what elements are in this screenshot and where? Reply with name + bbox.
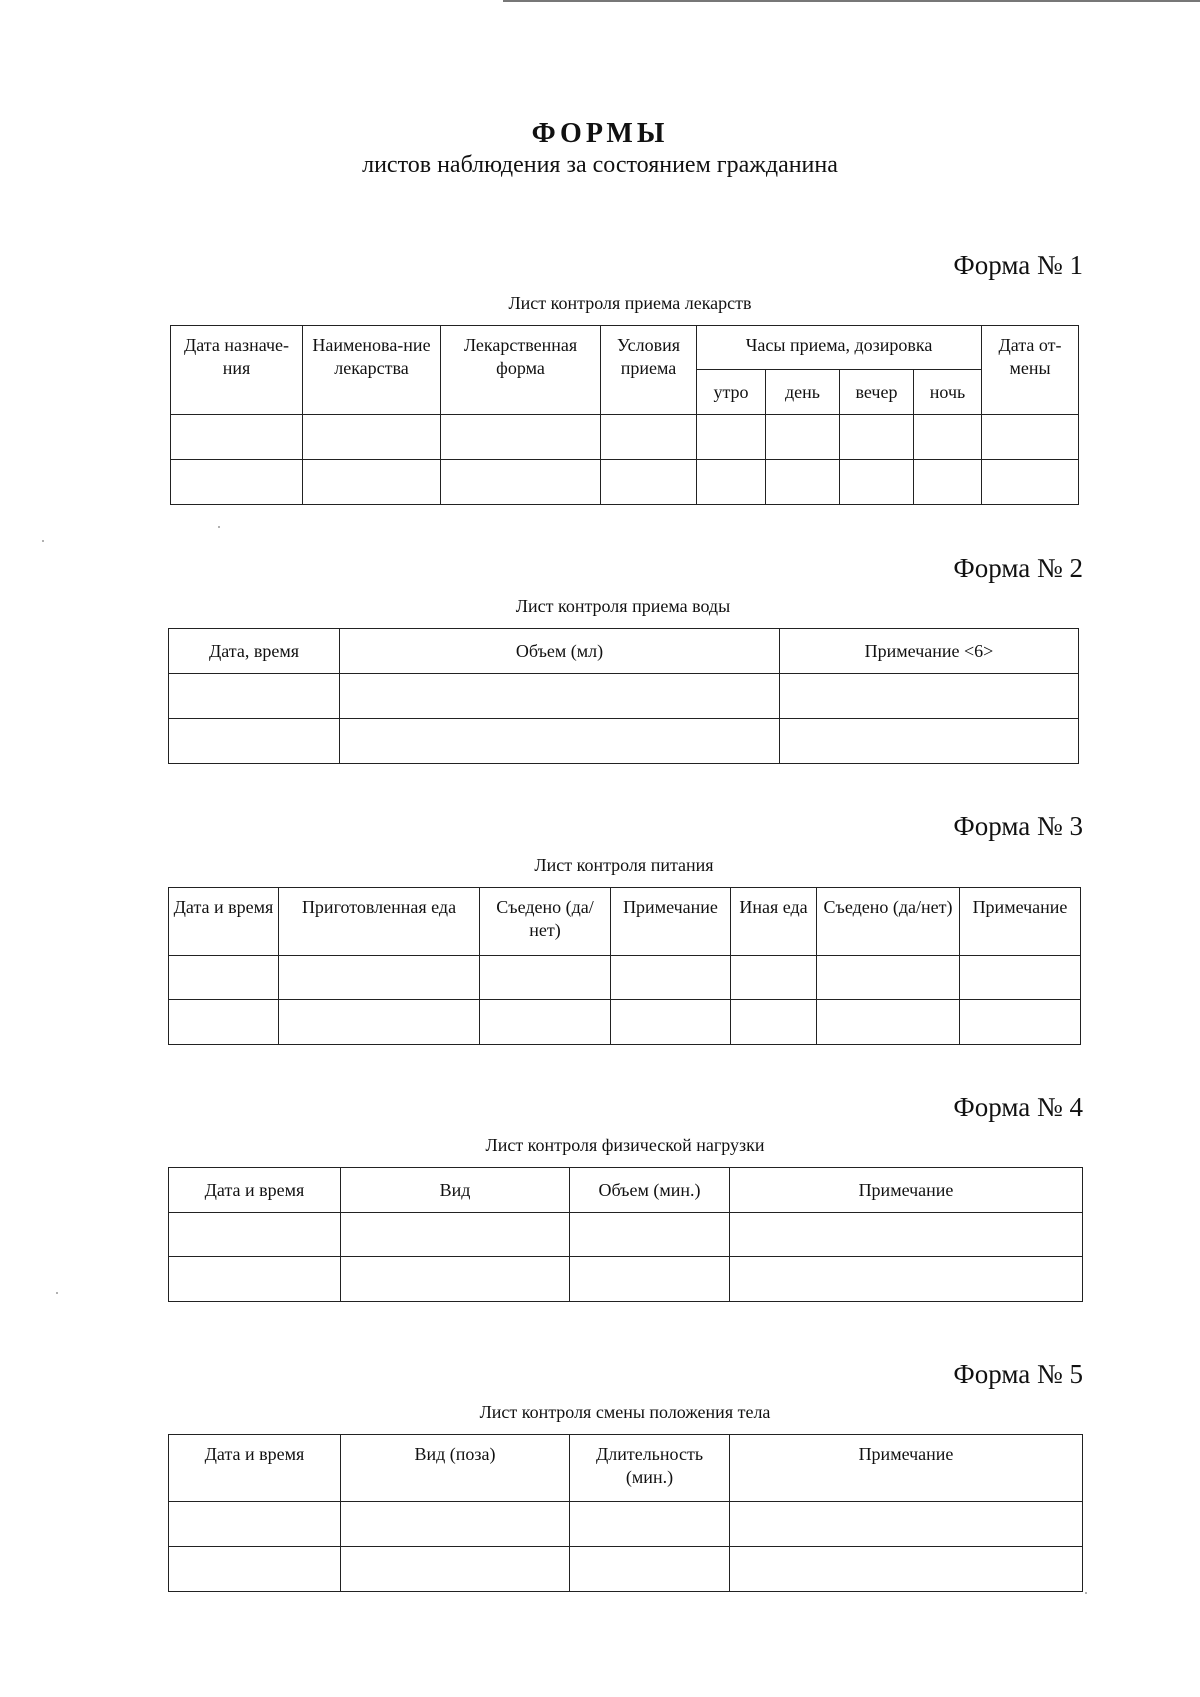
empty-cell[interactable] xyxy=(730,1257,1083,1302)
header-cell: Дата и время xyxy=(169,888,279,956)
header-cell: Примечание xyxy=(730,1168,1083,1213)
page-title: ФОРМЫ xyxy=(531,118,669,149)
empty-cell[interactable] xyxy=(780,719,1079,764)
empty-cell[interactable] xyxy=(279,956,480,1000)
empty-cell[interactable] xyxy=(766,415,840,460)
empty-cell[interactable] xyxy=(570,1257,730,1302)
form-4-caption: Лист контроля физической нагрузки xyxy=(485,1135,765,1155)
empty-cell[interactable] xyxy=(766,460,840,505)
subheader-cell: вечер xyxy=(840,370,914,415)
empty-cell[interactable] xyxy=(730,1502,1083,1547)
scan-speck xyxy=(56,1292,58,1294)
header-cell: Дата от-мены xyxy=(982,326,1079,415)
subheader-cell: утро xyxy=(697,370,766,415)
table-row xyxy=(169,956,1081,1000)
empty-cell[interactable] xyxy=(960,1000,1081,1045)
header-cell: Объем (мл) xyxy=(340,629,780,674)
table-row xyxy=(169,719,1079,764)
header-cell: Часы приема, дозировка xyxy=(697,326,982,370)
scan-speck xyxy=(218,526,220,528)
empty-cell[interactable] xyxy=(171,460,303,505)
empty-cell[interactable] xyxy=(601,415,697,460)
form-1-table xyxy=(170,325,1079,505)
empty-cell[interactable] xyxy=(341,1547,570,1592)
empty-cell[interactable] xyxy=(731,956,817,1000)
empty-cell[interactable] xyxy=(303,415,441,460)
empty-cell[interactable] xyxy=(731,1000,817,1045)
form-3-label: Форма № 3 xyxy=(953,811,1083,841)
header-cell: Иная еда xyxy=(731,888,817,956)
table-header-row xyxy=(169,1168,1083,1213)
header-cell: Вид xyxy=(341,1168,570,1213)
form-1-label: Форма № 1 xyxy=(953,250,1083,280)
form-2-caption: Лист контроля приема воды xyxy=(515,596,731,616)
empty-cell[interactable] xyxy=(960,956,1081,1000)
empty-cell[interactable] xyxy=(611,1000,731,1045)
form-5-caption: Лист контроля смены положения тела xyxy=(479,1402,771,1422)
empty-cell[interactable] xyxy=(982,415,1079,460)
empty-cell[interactable] xyxy=(169,1257,341,1302)
table-row xyxy=(171,460,1079,505)
form-5-table xyxy=(168,1434,1083,1592)
form-2-table xyxy=(168,628,1079,764)
table-row xyxy=(169,674,1079,719)
header-cell: Примечание xyxy=(960,888,1081,956)
empty-cell[interactable] xyxy=(169,1502,341,1547)
header-cell: Примечание xyxy=(611,888,731,956)
form-2-label: Форма № 2 xyxy=(953,553,1083,583)
page-subtitle: листов наблюдения за состоянием гражданина xyxy=(362,152,838,178)
empty-cell[interactable] xyxy=(340,719,780,764)
empty-cell[interactable] xyxy=(341,1502,570,1547)
table-row xyxy=(169,1000,1081,1045)
empty-cell[interactable] xyxy=(840,460,914,505)
table-row xyxy=(169,1213,1083,1257)
empty-cell[interactable] xyxy=(341,1213,570,1257)
empty-cell[interactable] xyxy=(169,1547,341,1592)
empty-cell[interactable] xyxy=(171,415,303,460)
table-row xyxy=(169,1257,1083,1302)
empty-cell[interactable] xyxy=(914,415,982,460)
header-cell: Наименова-ние лекарства xyxy=(303,326,441,415)
table-header-row xyxy=(169,1435,1083,1502)
empty-cell[interactable] xyxy=(601,460,697,505)
empty-cell[interactable] xyxy=(730,1213,1083,1257)
header-cell: Дата назначе-ния xyxy=(171,326,303,415)
empty-cell[interactable] xyxy=(441,415,601,460)
header-cell: Съедено (да/нет) xyxy=(480,888,611,956)
table-row xyxy=(169,1547,1083,1592)
form-4-table xyxy=(168,1167,1083,1302)
empty-cell[interactable] xyxy=(480,956,611,1000)
empty-cell[interactable] xyxy=(169,1213,341,1257)
empty-cell[interactable] xyxy=(817,1000,960,1045)
empty-cell[interactable] xyxy=(611,956,731,1000)
empty-cell[interactable] xyxy=(697,460,766,505)
table-row xyxy=(171,415,1079,460)
header-cell: Дата и время xyxy=(169,1168,341,1213)
header-cell: Условия приема xyxy=(601,326,697,415)
header-cell: Приготовленная еда xyxy=(279,888,480,956)
empty-cell[interactable] xyxy=(441,460,601,505)
empty-cell[interactable] xyxy=(780,674,1079,719)
empty-cell[interactable] xyxy=(817,956,960,1000)
empty-cell[interactable] xyxy=(341,1257,570,1302)
empty-cell[interactable] xyxy=(480,1000,611,1045)
empty-cell[interactable] xyxy=(303,460,441,505)
empty-cell[interactable] xyxy=(169,719,340,764)
empty-cell[interactable] xyxy=(279,1000,480,1045)
subheader-cell: день xyxy=(766,370,840,415)
scan-edge-line xyxy=(503,0,1200,2)
empty-cell[interactable] xyxy=(340,674,780,719)
empty-cell[interactable] xyxy=(169,674,340,719)
header-cell: Вид (поза) xyxy=(341,1435,570,1502)
subheader-cell: ночь xyxy=(914,370,982,415)
header-cell: Примечание <6> xyxy=(780,629,1079,674)
header-cell: Примечание xyxy=(730,1435,1083,1502)
empty-cell[interactable] xyxy=(982,460,1079,505)
table-row xyxy=(169,1502,1083,1547)
empty-cell[interactable] xyxy=(840,415,914,460)
form-1-caption: Лист контроля приема лекарств xyxy=(508,293,752,313)
header-cell: Длительность (мин.) xyxy=(570,1435,730,1502)
header-cell: Дата, время xyxy=(169,629,340,674)
empty-cell[interactable] xyxy=(169,1000,279,1045)
header-cell: Съедено (да/нет) xyxy=(817,888,960,956)
form-3-caption: Лист контроля питания xyxy=(534,855,714,875)
table-header-row xyxy=(169,888,1081,956)
empty-cell[interactable] xyxy=(570,1547,730,1592)
form-3-table xyxy=(168,887,1081,1045)
table-header-row xyxy=(171,326,1079,370)
header-cell: Дата и время xyxy=(169,1435,341,1502)
form-5-label: Форма № 5 xyxy=(953,1359,1083,1389)
empty-cell[interactable] xyxy=(697,415,766,460)
empty-cell[interactable] xyxy=(914,460,982,505)
header-cell: Объем (мин.) xyxy=(570,1168,730,1213)
empty-cell[interactable] xyxy=(169,956,279,1000)
form-4-label: Форма № 4 xyxy=(953,1092,1083,1122)
empty-cell[interactable] xyxy=(570,1213,730,1257)
empty-cell[interactable] xyxy=(570,1502,730,1547)
scan-speck xyxy=(1085,1592,1087,1594)
empty-cell[interactable] xyxy=(730,1547,1083,1592)
scan-speck xyxy=(42,540,44,542)
table-header-row xyxy=(169,629,1079,674)
header-cell: Лекарственная форма xyxy=(441,326,601,415)
